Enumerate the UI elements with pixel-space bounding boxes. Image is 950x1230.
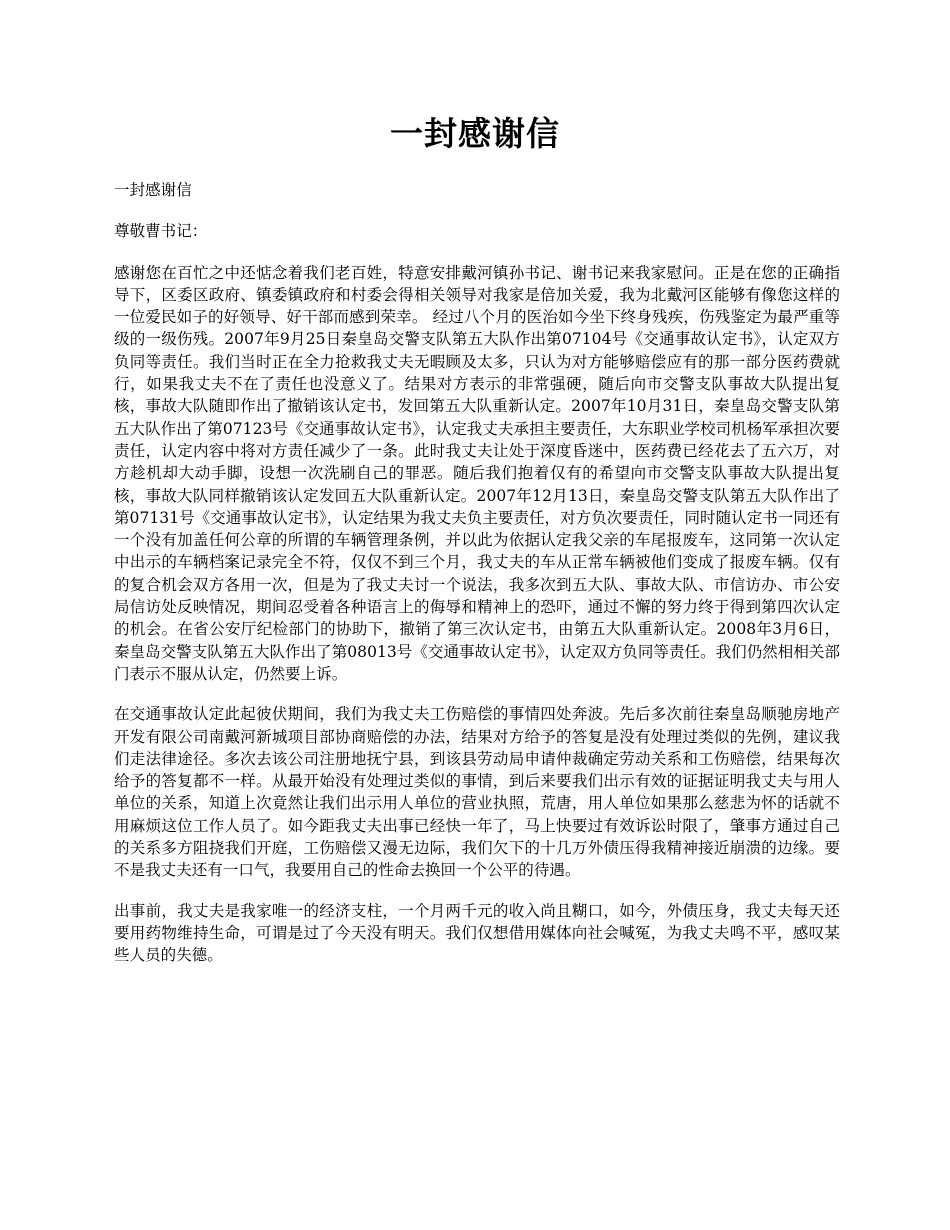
salutation: 尊敬曹书记： [114,222,208,241]
document-body [114,179,840,985]
body-paragraph: 出事前，我丈夫是我家唯一的经济支柱，一个月两千元的收入尚且糊口，如今，外债压身，我丈夫每天还要用药物维持生命，可谓是过了今天没有明天。我们仅想借用媒体向社会喊冤，为我丈夫鸣不平，感叹某些人员的失德。 [114,901,840,965]
body-paragraph: 在交通事故认定此起彼伏期间，我们为我丈夫工伤赔偿的事情四处奔波。先后多次前往秦皇岛顺驰房地产开发有限公司南戴河新城项目部协商赔偿的办法，结果对方给予的答复是没有处理过类似的先例，建议我们走法律途径。多次去该公司注册地抚宁县，到该县劳动局申请仲裁确定劳动关系和工伤赔偿，结果每次给予的答复都不一样。从最开始没有处理过类似的事情，到后来要我们出示有效的证据证明我丈夫与用人单位的关系，知道上次竟然让我们出示用人单位的营业执照，荒唐，用人单位如果那么慈悲为怀的话就不用麻烦这位工作人员了。如今距我丈夫出事已经快一年了，马上快要过有效诉讼时限了，肇事方通过自己的关系多方阻挠我们开庭，工伤赔偿又漫无边际，我们欠下的十几万外债压得我精神接近崩溃的边缘。要不是我丈夫还有一口气，我要用自己的性命去换回一个公平的待遇。 [114,705,840,880]
document-title: 一封感谢信 [390,114,560,153]
subtitle-line: 一封感谢信 [114,181,192,199]
body-paragraph: 感谢您在百忙之中还惦念着我们老百姓，特意安排戴河镇孙书记、谢书记来我家慰问。正是在您的正确指导下，区委区政府、镇委镇政府和村委会得相关领导对我家是倍加关爱，我为北戴河区能够有像您这样的一位爱民如子的好领导、好干部而感到荣幸。 经过八个月的医治如今坐下终身残疾，伤残鉴定为最严重等级的一级伤残。2007年9月25日秦皇岛交警支队第五大队作出第07104号《交通事故认定书》，认定双方负同等责任。我们当时正在全力抢救我丈夫无暇顾及太多，只认为对方能够赔偿应有的那一部分医药费就行，如果我丈夫不在了责任也没意义了。结果对方表示的非常强硬，随后向市交警支队事故大队提出复核，事故大队随即作出了撤销该认定书，发回第五大队重新认定。2007年10月31日，秦皇岛交警支队第五大队作出了第07123号《交通事故认定书》，认定我丈夫承担主要责任，大东职业学校司机杨军承担次要责任，认定内容中将对方责任减少了一条。此时我丈夫让处于深度昏迷中，医药费已经花去了五六万，对方趁机却大动手脚，设想一次洗刷自己的罪恶。随后我们抱着仅有的希望向市交警支队事故大队提出复核，事故大队同样撤销该认定发回五大队重新认定。2007年12月13日，秦皇岛交警支队第五大队作出了第07131号《交通事故认定书》，认定结果为我丈夫负主要责任，对方负次要责任，同时随认定书一同还有一个没有加盖任何公章的所谓的车辆管理条例，并以此为依据认定我父亲的车尾报废车，这同第一次认定中出示的车辆档案记录完全不符，仅仅不到三个月，我丈夫的车从正常车辆被他们变成了报废车辆。仅有的复合机会双方各用一次，但是为了我丈夫讨一个说法，我多次到五大队、事故大队、市信访办、市公安局信访处反映情况，期间忍受着各种语言上的侮辱和精神上的恐吓，通过不懈的努力终于得到第四次认定的机会。在省公安厅纪检部门的协助下，撤销了第三次认定书，由第五大队重新认定。2008年3月6日，秦皇岛交警支队第五大队作出了第08013号《交通事故认定书》，认定双方负同等责任。我们仍然相相关部门表示不服从认定，仍然要上诉。 [114,263,841,683]
